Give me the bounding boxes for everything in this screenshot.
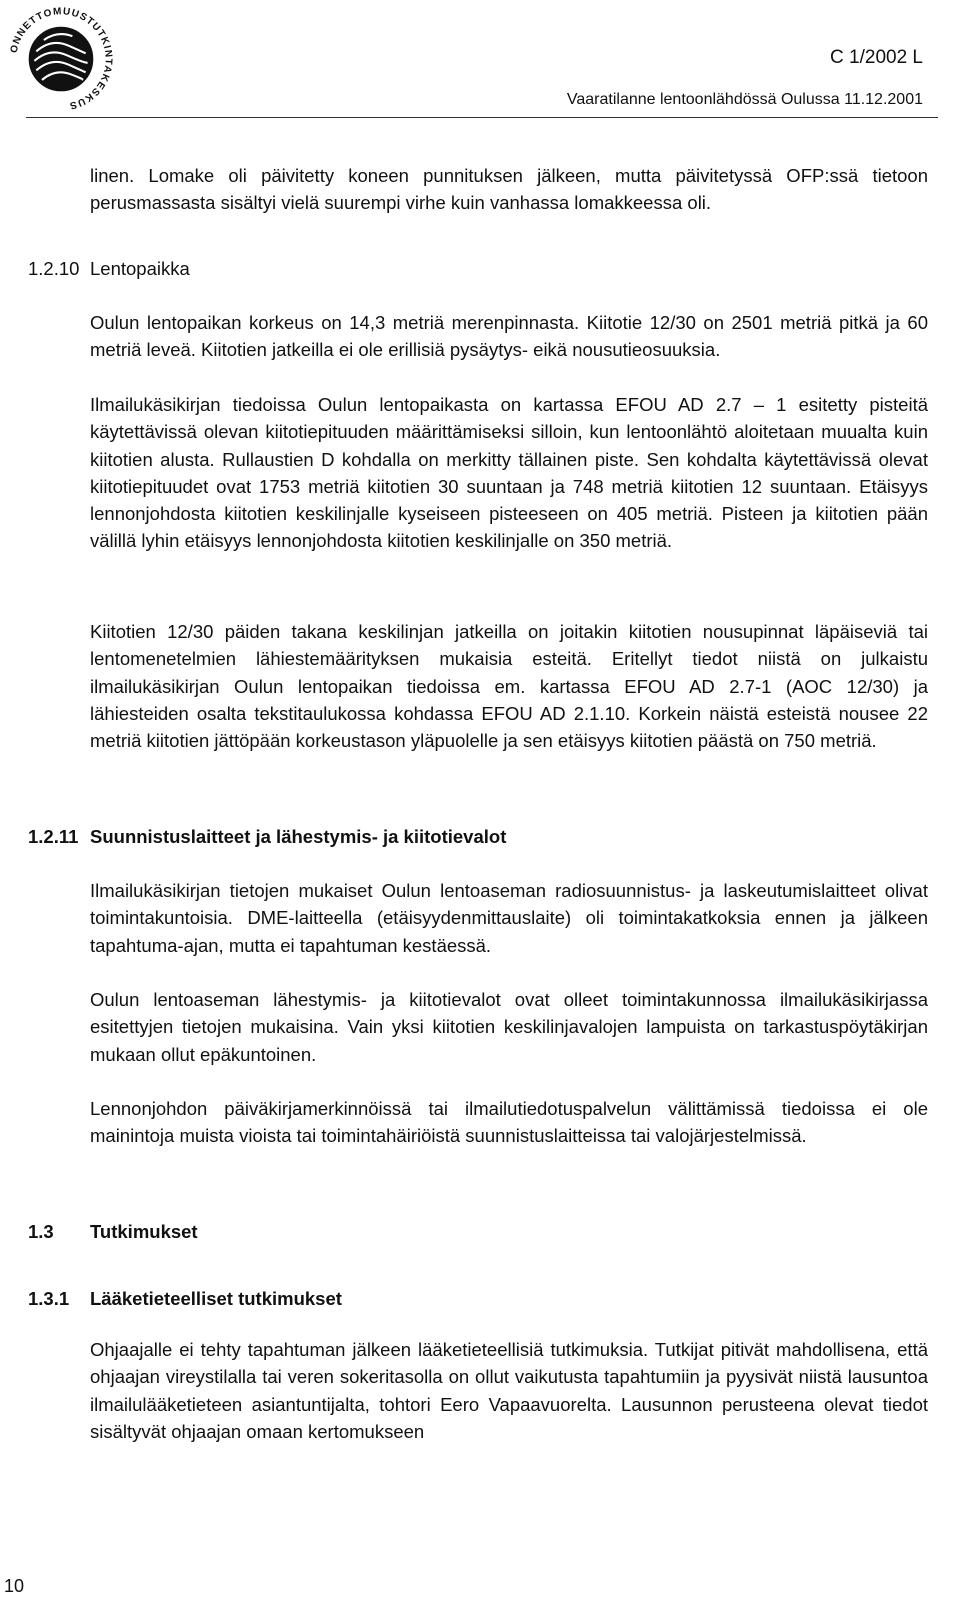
paragraph-1-2-10-c: Kiitotien 12/30 päiden takana keskilinjan jatkeilla on joitakin kiitotien nousupinnat läpäiseviä tai lentomenetelmien lähiestemäärityksen mukaisia esteitä. Eritellyt tiedot niistä on julkaistu ilmailukäsikirjan Oulun lentopaikan tiedoissa em. kartassa EFOU AD 2.7-1 (AOC 12/30) ja lähiesteiden osalta tekstitaulukossa kohdassa EFOU AD 2.1.10. Korkein näistä esteistä nousee 22 metriä kiitotien jättöpään korkeustason yläpuolelle ja sen etäisyys kiitotien päästä on 750 metriä. — [90, 621, 928, 752]
paragraph-1-2-10-a: Oulun lentopaikan korkeus on 14,3 metriä merenpinnasta. Kiitotie 12/30 on 2501 metriä pitkä ja 60 metriä leveä. Kiitotien jatkeilla ei ole erillisiä pysäytys- eikä nousutieosuuksia. — [90, 312, 928, 361]
section-title-laaketieteelliset: Lääketieteelliset tutkimukset — [90, 1288, 342, 1309]
paragraph-1-2-11-c: Lennonjohdon päiväkirjamerkinnöissä tai ilmailutiedotuspalvelun välittämissä tiedoissa ei ole mainintoja muista vioista tai toimintahäiriöistä suunnistuslaitteissa tai valojärjestelmissä. — [90, 1098, 928, 1147]
section-title-suunnistuslaitteet: Suunnistuslaitteet ja lähestymis- ja kiitotievalot — [90, 826, 507, 847]
section-number-1-3: 1.3 — [28, 1221, 54, 1242]
header-rule — [26, 117, 938, 118]
section-number-1-2-10: 1.2.10 — [28, 258, 80, 279]
section-number-1-2-11: 1.2.11 — [28, 826, 79, 847]
page-number: 10 — [4, 1576, 25, 1596]
paragraph-1-2-10-b: Ilmailukäsikirjan tiedoissa Oulun lentopaikasta on kartassa EFOU AD 2.7 – 1 esitetty pisteitä käytettävissä olevan kiitotiepituuden määrittämiseksi silloin, kun lentoonlähtö aloitetaan muualta kuin kiitotien alusta. Rullaustien D kohdalla on merkitty tällainen piste. Sen kohdalta käytettävissä olevat kiitotiepituudet ovat 1753 metriä kiitotien 30 suuntaan ja 748 metriä kiitotien 12 suuntaan. Etäisyys lennonjohdosta kiitotien keskilinjalle kyseiseen pisteeseen on 405 metriä. Pisteen ja kiitotien pään välillä lyhin etäisyys lennonjohdosta kiitotien keskilinjalle on 350 metriä. — [90, 394, 928, 552]
section-title-lentopaikka: Lentopaikka — [90, 258, 190, 279]
logo-ring-text: ONNETTOMUUSTUTKINTAKESKUS — [8, 6, 114, 111]
paragraph-1-3-1-a: Ohjaajalle ei tehty tapahtuman jälkeen lääketieteellisiä tutkimuksia. Tutkijat pitivät mahdollisena, että ohjaajan vireystilalla tai veren sokeritasolla on ollut vaikutusta tapahtumiin ja pyysivät niistä lausuntoa ilmailulääketieteen asiantuntijalta, tohtori Eero Vapaavuorelta. Lausunnon perusteena olevat tiedot sisältyvät ohjaajan omaan kertomukseen — [90, 1339, 928, 1442]
report-subtitle: Vaaratilanne lentoonlähdössä Oulussa 11.12.2001 — [566, 91, 923, 108]
agency-logo — [4, 2, 118, 116]
report-code: C 1/2002 L — [830, 47, 923, 68]
paragraph-intro: linen. Lomake oli päivitetty koneen punnituksen jälkeen, mutta päivitetyssä OFP:ssä tietoon perusmassasta sisältyi vielä suurempi virhe kuin vanhassa lomakkeessa oli. — [90, 165, 928, 214]
paragraph-1-2-11-a: Ilmailukäsikirjan tietojen mukaiset Oulun lentoaseman radiosuunnistus- ja laskeutumislaitteet olivat toimintakuntoisia. DME-laitteella (etäisyydenmittauslaite) oli toimintakatkoksia ennen ja jälkeen tapahtuma-ajan, mutta ei tapahtuman kestäessä. — [90, 880, 928, 956]
logo-emblem — [30, 28, 93, 91]
section-number-1-3-1: 1.3.1 — [28, 1288, 70, 1309]
paragraph-1-2-11-b: Oulun lentoaseman lähestymis- ja kiitotievalot ovat olleet toimintakunnossa ilmailukäsikirjassa esitettyjen tietojen mukaisina. Vain yksi kiitotien keskilinjavalojen lampuista on tarkastuspöytäkirjan mukaan ollut epäkuntoinen. — [90, 989, 928, 1065]
section-title-tutkimukset: Tutkimukset — [90, 1221, 198, 1242]
